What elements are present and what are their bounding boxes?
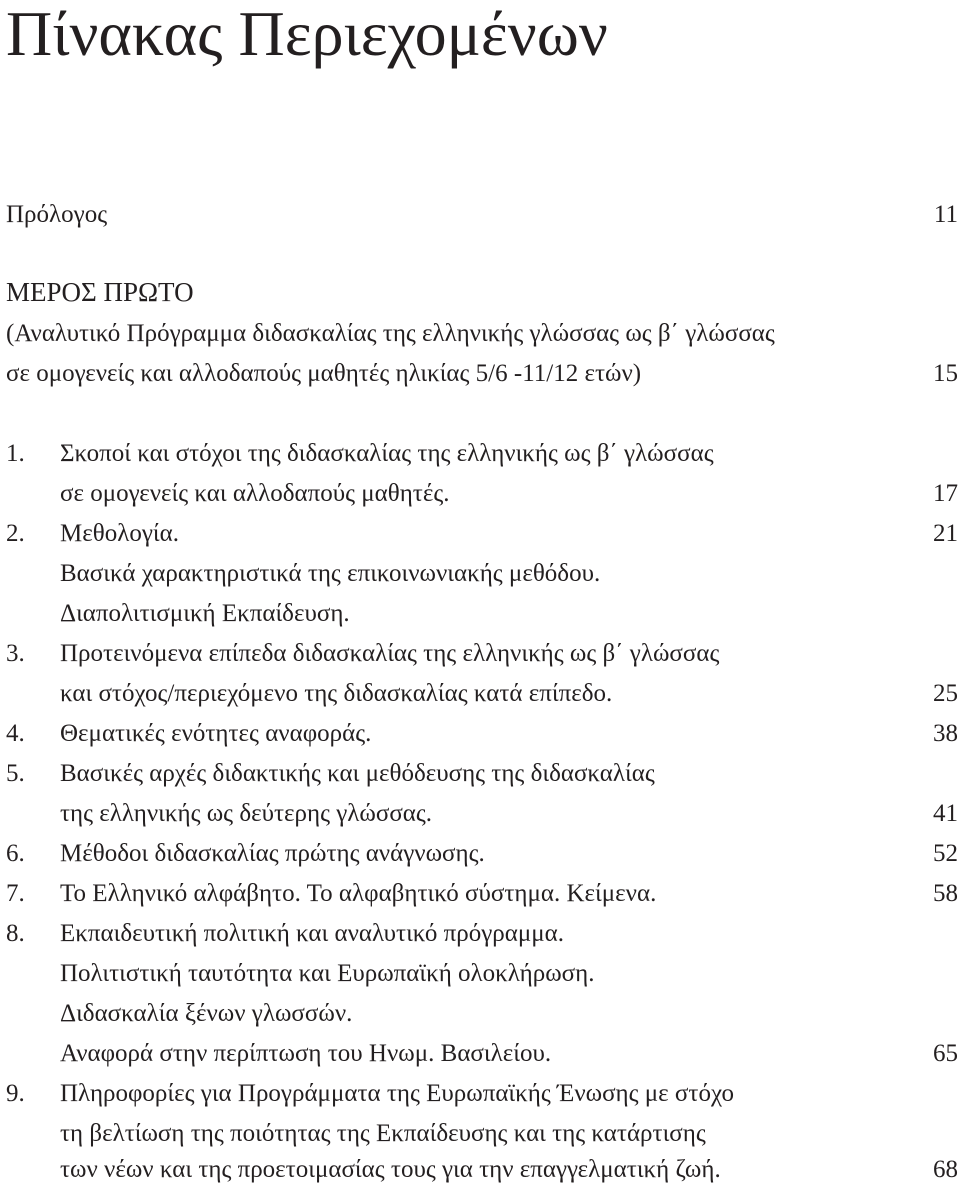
toc-entry-2[interactable]	[6, 514, 958, 554]
part-description-line	[6, 314, 958, 354]
toc-entry-4[interactable]	[6, 714, 958, 754]
toc-entry-text: Πολιτιστική ταυτότητα και Ευρωπαϊκή ολοκλήρωση.	[60, 960, 595, 987]
toc-entry-8[interactable]	[6, 914, 958, 954]
toc-entry-1-cont[interactable]	[6, 474, 958, 514]
toc-entry-5[interactable]	[6, 754, 958, 794]
part-heading-label: ΜΕΡΟΣ ΠΡΩΤΟ	[6, 277, 194, 307]
part-description-line[interactable]	[6, 354, 958, 394]
toc-entry-number: 8.	[6, 920, 25, 947]
toc-entry-text: σε ομογενείς και αλλοδαπούς μαθητές.	[60, 480, 450, 507]
toc-entry-prologue[interactable]	[6, 195, 958, 235]
toc-entry-5-cont[interactable]	[6, 794, 958, 834]
toc-entry-text: Εκπαιδευτική πολιτική και αναλυτικό πρόγραμμα.	[60, 920, 564, 947]
toc-entry-text: και στόχος/περιεχόμενο της διδασκαλίας κατά επίπεδο.	[60, 680, 613, 707]
toc-entry-6[interactable]	[6, 834, 958, 874]
toc-page-number: 65	[933, 1040, 958, 1067]
toc-entry-text: Βασικά χαρακτηριστικά της επικοινωνιακής μεθόδου.	[60, 560, 601, 587]
toc-entry-3-cont[interactable]	[6, 674, 958, 714]
toc-page-number: 58	[933, 880, 958, 907]
toc-entry-8-cont[interactable]	[6, 954, 958, 994]
toc-entry-number: 4.	[6, 720, 25, 747]
toc-page-number: 41	[933, 800, 958, 827]
toc-page-number: 52	[933, 840, 958, 867]
toc-entry-number: 3.	[6, 640, 25, 667]
toc-entry-label: Πρόλογος	[6, 201, 108, 228]
toc-entry-text: της ελληνικής ως δεύτερης γλώσσας.	[60, 800, 433, 827]
toc-entry-text: Θεματικές ενότητες αναφοράς.	[60, 720, 372, 747]
toc-entry-number: 5.	[6, 760, 25, 787]
toc-entry-text: Αναφορά στην περίπτωση του Ηνωμ. Βασιλείου.	[60, 1040, 552, 1067]
toc-entry-text: τη βελτίωση της ποιότητας της Εκπαίδευσης και της κατάρτισης	[60, 1120, 706, 1147]
page-title: Πίνακας Περιεχομένων	[6, 0, 608, 69]
toc-entry-number: 7.	[6, 880, 25, 907]
part-description-text: (Αναλυτικό Πρόγραμμα διδασκαλίας της ελληνικής γλώσσας ως β΄ γλώσσας	[6, 320, 775, 347]
toc-entry-text: των νέων και της προετοιμασίας τους για την επαγγελματική ζωή.	[60, 1156, 721, 1183]
toc-entry-1[interactable]	[6, 434, 958, 474]
toc-page-number: 68	[933, 1156, 958, 1183]
toc-entry-text: Βασικές αρχές διδακτικής και μεθόδευσης της διδασκαλίας	[60, 760, 655, 787]
part-description-text: σε ομογενείς και αλλοδαπούς μαθητές ηλικίας 5/6 -11/12 ετών)	[6, 360, 642, 387]
toc-entry-8-cont[interactable]	[6, 1034, 958, 1074]
toc-entry-2-cont[interactable]	[6, 594, 958, 634]
toc-page-number: 25	[933, 680, 958, 707]
toc-entry-text: Μέθοδοι διδασκαλίας πρώτης ανάγνωσης.	[60, 840, 485, 867]
toc-entry-text: Σκοποί και στόχοι της διδασκαλίας της ελληνικής ως β΄ γλώσσας	[60, 440, 714, 467]
toc-entry-text: Μεθολογία.	[60, 520, 179, 547]
toc-entry-9-cont[interactable]	[6, 1150, 958, 1190]
toc-entry-text: Διδασκαλία ξένων γλωσσών.	[60, 1000, 353, 1027]
toc-page-number: 17	[933, 480, 958, 507]
toc-entry-text: Πληροφορίες για Προγράμματα της Ευρωπαϊκής Ένωσης με στόχο	[60, 1080, 734, 1107]
toc-entry-9-cont[interactable]	[6, 1114, 958, 1154]
toc-entry-text: Διαπολιτισμική Εκπαίδευση.	[60, 600, 350, 627]
toc-entry-text: Το Ελληνικό αλφάβητο. Το αλφαβητικό σύστημα. Κείμενα.	[60, 880, 657, 907]
toc-entry-number: 9.	[6, 1080, 25, 1107]
toc-page-number: 11	[933, 201, 958, 228]
toc-page-number: 38	[933, 720, 958, 747]
toc-page-number: 21	[933, 520, 958, 547]
toc-entry-3[interactable]	[6, 634, 958, 674]
toc-entry-text: Προτεινόμενα επίπεδα διδασκαλίας της ελληνικής ως β΄ γλώσσας	[60, 640, 720, 667]
toc-entry-7[interactable]	[6, 874, 958, 914]
toc-entry-8-cont[interactable]	[6, 994, 958, 1034]
toc-entry-2-cont[interactable]	[6, 554, 958, 594]
toc-page-number: 15	[933, 360, 958, 387]
toc-entry-9[interactable]	[6, 1074, 958, 1114]
toc-entry-number: 1.	[6, 440, 25, 467]
part-heading	[6, 272, 958, 312]
toc-entry-number: 2.	[6, 520, 25, 547]
toc-entry-number: 6.	[6, 840, 25, 867]
